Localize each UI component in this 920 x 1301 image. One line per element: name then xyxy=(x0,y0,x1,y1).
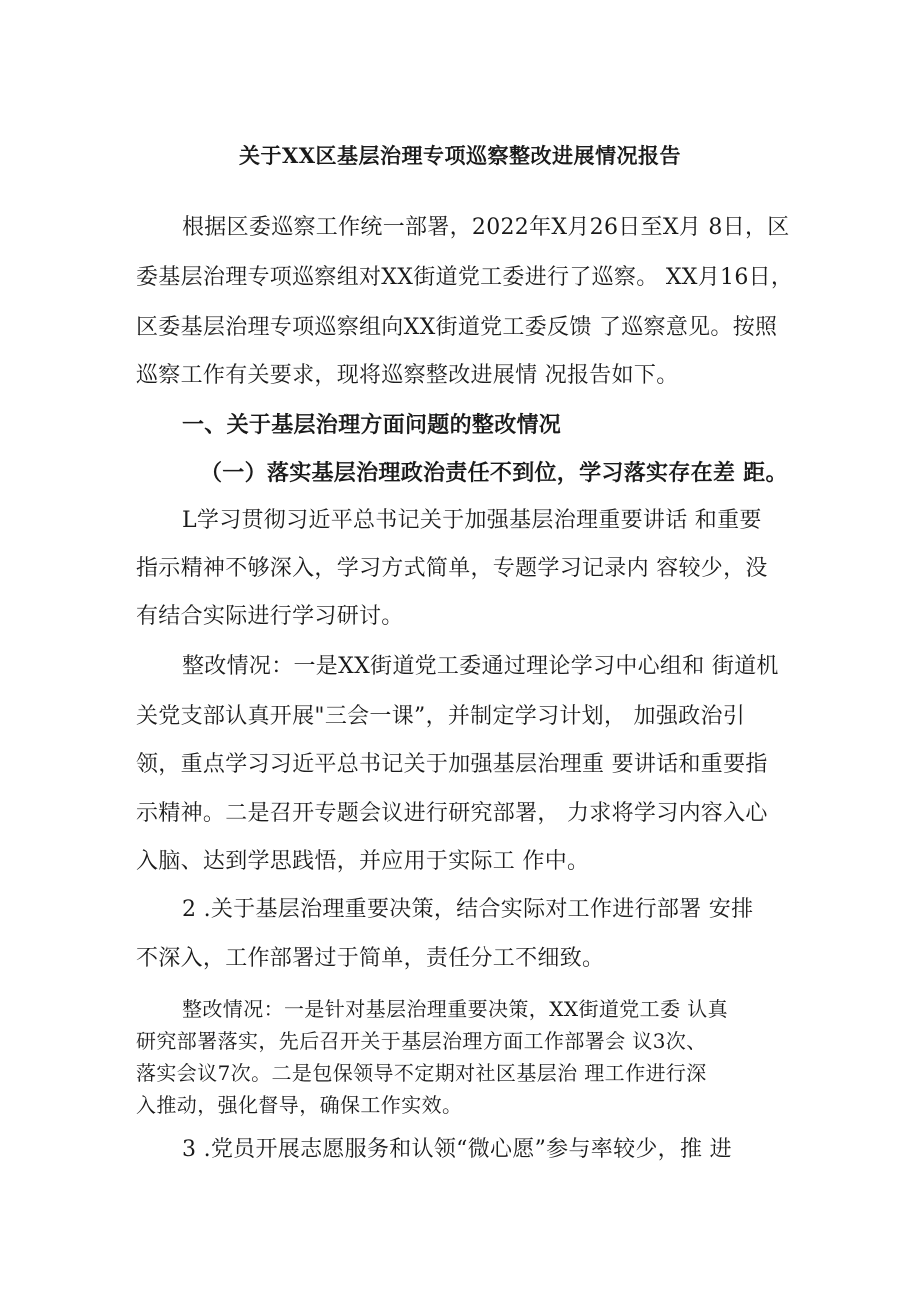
paragraph-1-line-1: 根据区委巡察工作统一部署，2022年X月26日至X月 8日，区 xyxy=(182,215,790,240)
item-1-line-2: 指示精神不够深入，学习方式简单，专题学习记录内 容较少，没 xyxy=(136,556,768,581)
item-1-line-1: L学习贯彻习近平总书记关于加强基层治理重要讲话 和重要 xyxy=(182,508,762,533)
item-3-line-1: 3 .党员开展志愿服务和认领“微心愿”参与率较少，推 进 xyxy=(182,1137,732,1162)
rectification-1-line-4: 示精神。二是召开专题会议进行研究部署， 力求将学习内容入心 xyxy=(136,801,768,826)
section-heading-1: 一、关于基层治理方面问题的整改情况 xyxy=(182,412,562,438)
rectification-1-line-3: 领，重点学习习近平总书记关于加强基层治理重 要讲话和重要指 xyxy=(136,752,768,777)
paragraph-1-line-2: 委基层治理专项巡察组对XX街道党工委进行了巡察。 XX月16日， xyxy=(136,265,794,290)
rectification-1-line-2: 关党支部认真开展"三会一课”，并制定学习计划， 加强政治引 xyxy=(136,704,746,729)
rectification-1-line-1: 整改情况：一是XX街道党工委通过理论学习中心组和 街道机 xyxy=(182,654,779,679)
document-title: 关于XX区基层治理专项巡察整改进展情况报告 xyxy=(238,143,682,168)
rectification-2-line-2: 研究部署落实，先后召开关于基层治理方面工作部署会 议3次、 xyxy=(136,1029,707,1053)
item-2-line-1: 2 .关于基层治理重要决策，结合实际对工作进行部署 安排 xyxy=(182,897,754,922)
subsection-heading-1: （一）落实基层治理政治责任不到位，学习落实存在差 距。 xyxy=(200,460,788,486)
rectification-2-line-3: 落实会议7次。二是包保领导不定期对社区基层治 理工作进行深 xyxy=(136,1061,707,1085)
item-2-line-2: 不深入，工作部署过于简单，责任分工不细致。 xyxy=(136,946,605,971)
rectification-1-line-5: 入脑、达到学思践悟，并应用于实际工 作中。 xyxy=(136,849,590,874)
item-1-line-3: 有结合实际进行学习研讨。 xyxy=(136,604,404,629)
paragraph-1-line-4: 巡察工作有关要求，现将巡察整改进展情 况报告如下。 xyxy=(136,363,679,388)
rectification-2-line-4: 入推动，强化督导，确保工作实效。 xyxy=(136,1093,463,1117)
rectification-2-line-1: 整改情况：一是针对基层治理重要决策，XX街道党工委 认真 xyxy=(182,997,729,1021)
paragraph-1-line-3: 区委基层治理专项巡察组向XX街道党工委反馈 了巡察意见。按照 xyxy=(136,315,778,340)
